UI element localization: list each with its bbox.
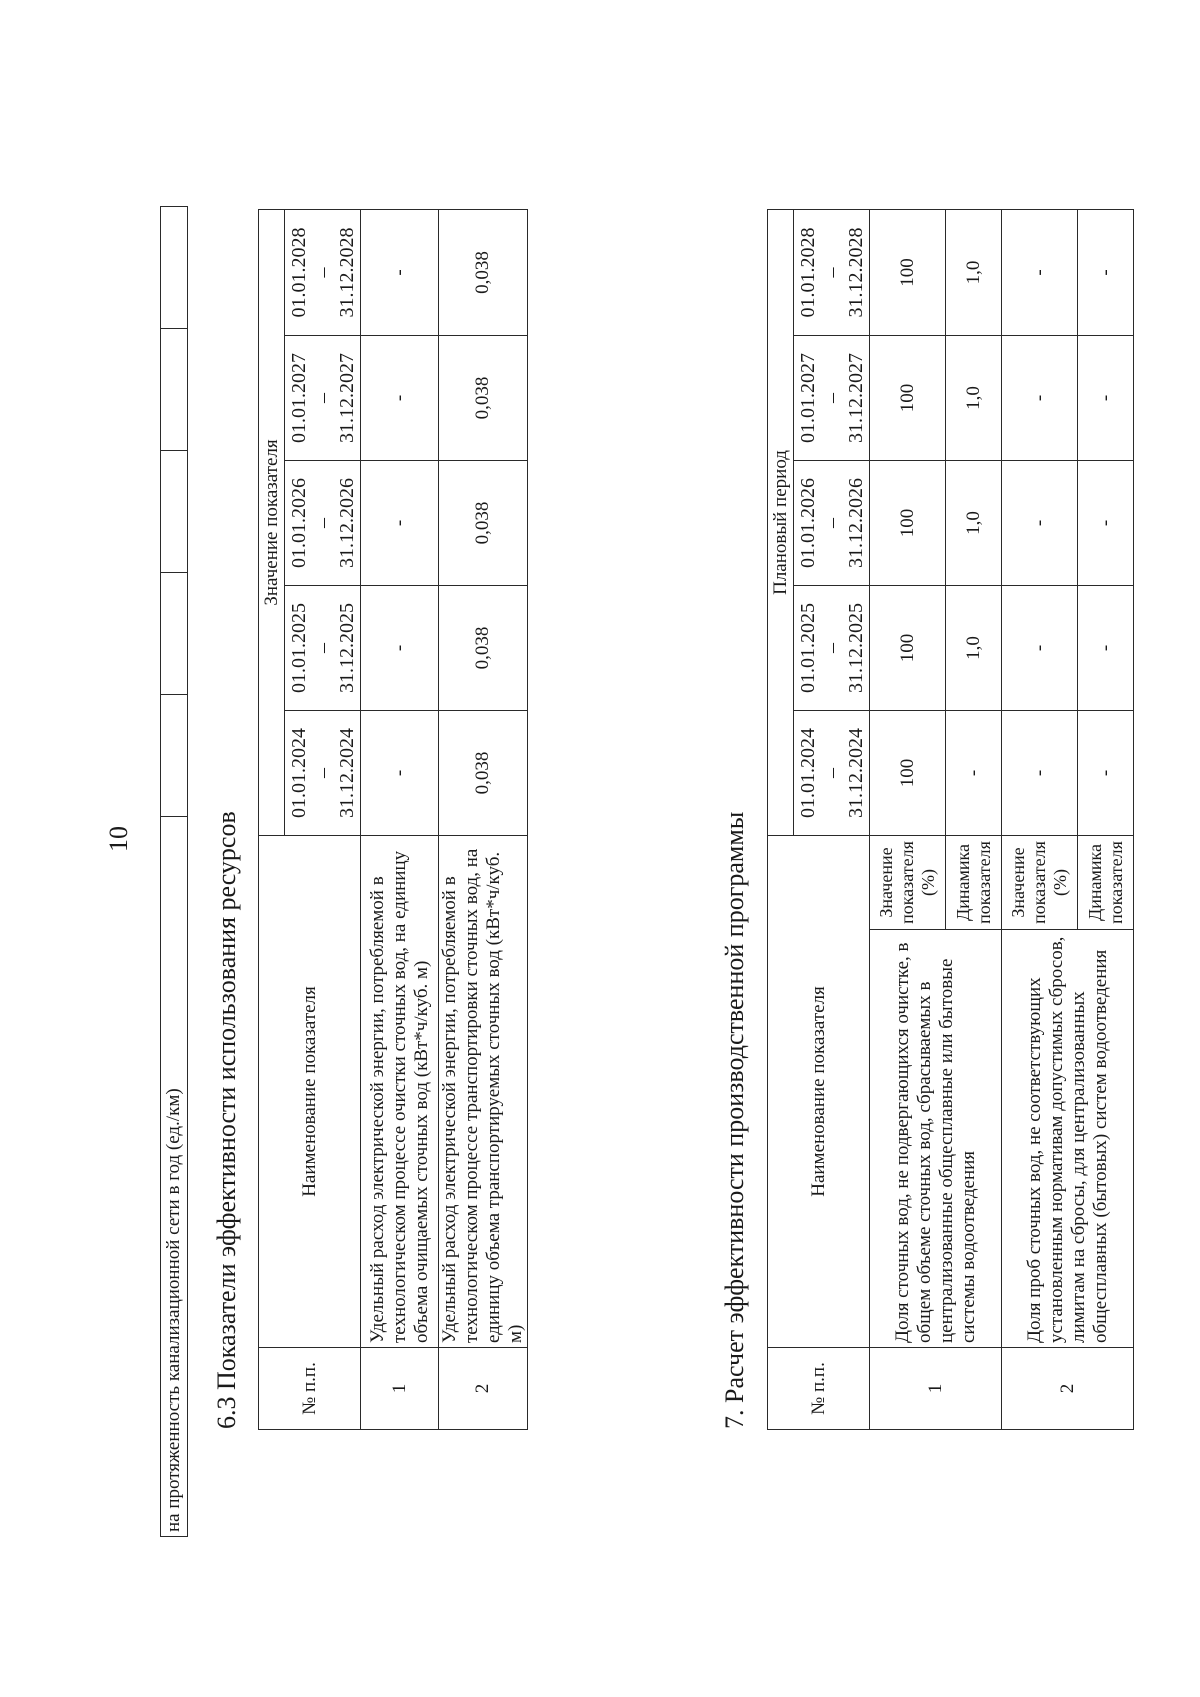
cell-value: - — [1002, 335, 1078, 460]
cell-value: - — [1002, 585, 1078, 710]
cell-value: 1,0 — [946, 460, 1002, 585]
cell-value: 0,038 — [439, 586, 528, 711]
col-header-group: Плановый период — [768, 209, 794, 835]
period-header: 01.01.2027 – 31.12.2027 — [285, 336, 361, 461]
cell-value: - — [361, 711, 439, 836]
col-header-name: Наименование показателя — [259, 836, 361, 1348]
cell-value: 100 — [870, 209, 946, 335]
cell-value: 0,038 — [439, 711, 528, 836]
cell-value: 100 — [870, 710, 946, 835]
cell-value: 0,038 — [439, 461, 528, 586]
stub-cell — [161, 695, 188, 817]
sub-label: Динамика показателя — [946, 835, 1002, 929]
row-name: Удельный расход электрической энергии, потребляемой в технологическом процессе очистки сточных вод, на единицу объема очищаемых сточных вод (кВт*ч/куб. м) — [361, 836, 439, 1348]
cell-value: - — [1078, 710, 1134, 835]
table-row — [361, 209, 439, 1429]
cell-value: - — [361, 209, 439, 335]
table-row — [1002, 209, 1078, 1429]
period-header: 01.01.2028 – 31.12.2028 — [285, 209, 361, 335]
cell-value: - — [1002, 710, 1078, 835]
row-name: Удельный расход электрической энергии, потребляемой в технологическом процессе транспортировки сточных вод, на единицу объема транспортируемых сточных вод (кВт*ч/куб. м) — [439, 836, 528, 1348]
cell-value: 100 — [870, 460, 946, 585]
cell-value: 1,0 — [946, 209, 1002, 335]
cell-value: - — [361, 336, 439, 461]
stub-label: на протяженность канализационной сети в год (ед./км) — [161, 817, 188, 1537]
row-name: Доля сточных вод, не подвергающихся очистке, в общем объеме сточных вод, сбрасываемых в централизованные общесплавные или бытовые системы водоотведения — [870, 930, 1002, 1348]
previous-table-stub — [160, 206, 188, 1537]
stub-cell — [161, 451, 188, 573]
row-num: 1 — [361, 1348, 439, 1430]
cell-value: 1,0 — [946, 335, 1002, 460]
cell-value: - — [1078, 335, 1134, 460]
section-7-title: 7. Расчет эффективности производственной программы — [720, 811, 749, 1429]
col-header-group: Значение показателя — [259, 209, 285, 835]
cell-value: 1,0 — [946, 585, 1002, 710]
sub-label: Динамика показателя — [1078, 835, 1134, 929]
cell-value: - — [1078, 585, 1134, 710]
cell-value: - — [1002, 460, 1078, 585]
cell-value: 100 — [870, 585, 946, 710]
period-header: 01.01.2024 – 31.12.2024 — [794, 710, 870, 835]
program-efficiency-table — [767, 209, 1134, 1430]
cell-value: - — [361, 461, 439, 586]
col-header-num: № п.п. — [259, 1348, 361, 1430]
section-6-3-title: 6.3 Показатели эффективности использования ресурсов — [212, 811, 241, 1429]
row-num: 2 — [439, 1348, 528, 1430]
period-header: 01.01.2024 – 31.12.2024 — [285, 711, 361, 836]
resource-efficiency-table — [258, 209, 528, 1430]
period-header: 01.01.2028 – 31.12.2028 — [794, 209, 870, 335]
cell-value: - — [1002, 209, 1078, 335]
cell-value: - — [1078, 209, 1134, 335]
stub-cell — [161, 207, 188, 329]
page-number: 10 — [104, 826, 133, 852]
cell-value: - — [1078, 460, 1134, 585]
period-header: 01.01.2025 – 31.12.2025 — [794, 585, 870, 710]
cell-value: 0,038 — [439, 209, 528, 335]
period-header: 01.01.2026 – 31.12.2026 — [285, 461, 361, 586]
col-header-name: Наименование показателя — [768, 835, 870, 1347]
row-num: 2 — [1002, 1348, 1134, 1430]
table-row — [870, 209, 946, 1429]
col-header-num: № п.п. — [768, 1348, 870, 1430]
cell-value: 100 — [870, 335, 946, 460]
cell-value: - — [946, 710, 1002, 835]
period-header: 01.01.2025 – 31.12.2025 — [285, 586, 361, 711]
row-name: Доля проб сточных вод, не соответствующих установленным нормативам допустимых сбросов, лимитам на сбросы, для централизованных общесплавных (бытовых) систем водоотведения — [1002, 930, 1134, 1348]
stub-cell — [161, 329, 188, 451]
row-num: 1 — [870, 1348, 1002, 1430]
table-row — [439, 209, 528, 1429]
stub-cell — [161, 573, 188, 695]
cell-value: - — [361, 586, 439, 711]
sub-label: Значение показателя (%) — [870, 835, 946, 929]
period-header: 01.01.2027 – 31.12.2027 — [794, 335, 870, 460]
period-header: 01.01.2026 – 31.12.2026 — [794, 460, 870, 585]
cell-value: 0,038 — [439, 336, 528, 461]
sub-label: Значение показателя (%) — [1002, 835, 1078, 929]
